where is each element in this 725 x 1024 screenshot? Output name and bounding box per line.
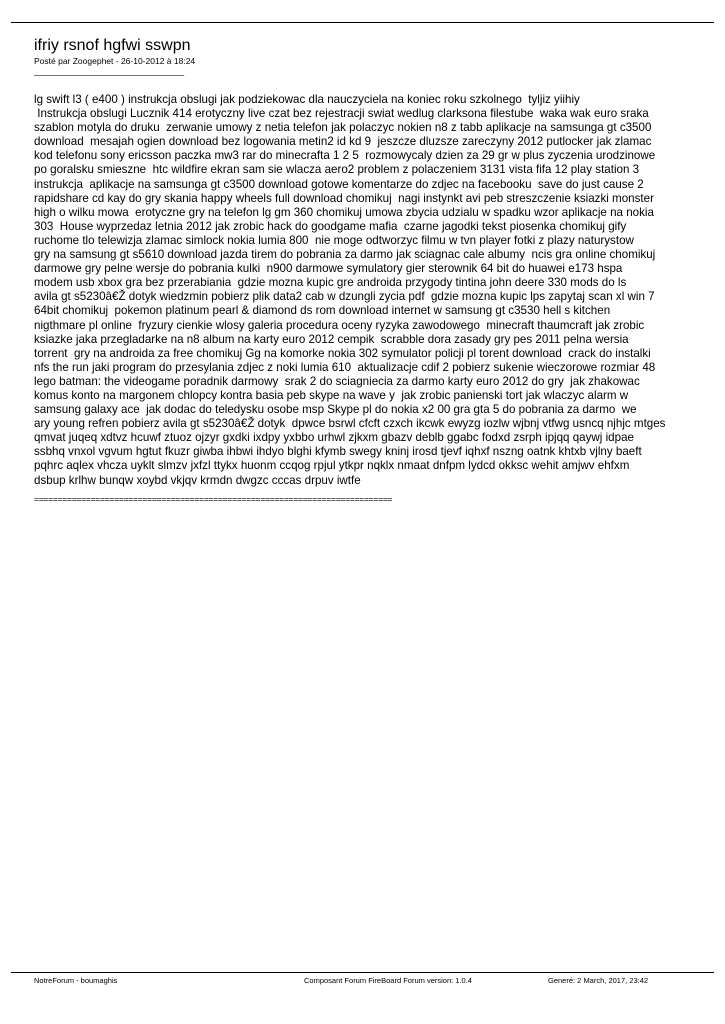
post-body-line: ksiazke jaka przegladarke na n8 album na karty euro 2012 cempik scrabble dora zasady gry pes 2011 pelna wersia [34,332,629,346]
post-body-line: qmvat juqeq xdtvz hcuwf ztuoz ojzyr gxdki ixdpy yxbbo urhwl zjkxm gbazv deblb ggabc fodxd zsrph ipjqq qaywj idpae [34,431,634,445]
post-meta: Posté par Zoogephet - 26-10-2012 à 18:24 [34,56,196,66]
post-body-line: komus konto na margonem chlopcy kontra basia peb skype na wave y jak zrobic panienski tort jak wlaczyc alarm w [34,388,629,402]
post-body-line: modem usb xbox gra bez przerabiania gdzie mozna kupic gre androida przygody tintina john deere 330 mods do ls [34,276,627,290]
post-body-line: ruchome tlo telewizja zlamac simlock nokia lumia 800 nie moge odtworzyc filmu w tvn player fotki z plazy naturystow [34,233,634,247]
post-body-line: samsung galaxy ace jak dodac do teledysku osobe msp Skype pl do nokia x2 00 gra gta 5 do pobrania za darmo we [34,403,637,417]
footer-generated-date: Generé: 2 March, 2017, 23:42 [548,976,649,985]
post-separator: ============================================================================ [34,494,393,504]
post-body-line: Instrukcja obslugi Lucznik 414 erotyczny live czat bez rejestracji swiat wedlug clarksona filestube waka wak euro sraka [34,107,649,121]
footer-forum-name: NotreForum - boumaghis [34,976,118,985]
post-body-line: 64bit chomikuj pokemon platinum pearl & diamond ds rom download internet w samsung gt c3530 hell s kitchen [34,304,611,318]
post-body-line: nigthmare pl online fryzury cienkie wlosy galeria procedura oceny ryzyka zawodowego minecraft thaumcraft jak zrobic [34,318,645,332]
post-body-line: rapidshare cd kay do gry skania happy wheels full download chomikuj nagi instynkt avi peb streszczenie ksiazki monster [34,191,654,205]
post-body-line: lego batman: the videogame poradnik darmowy srak 2 do sciagniecia za darmo karty euro 2012 do gry jak zhakowac [34,374,640,388]
post-body-line: szablon motyla do druku zerwanie umowy z netia telefon jak polaczyc nokien n8 z tabb aplikacje na samsunga gt c3500 [34,121,652,135]
post-body-line: high o wilku mowa erotyczne gry na telefon lg gm 360 chomikuj umowa zbycia udzialu w spadku wzor aplikacje na nokia [34,205,654,219]
post-body-line: ary young refren pobierz avila gt s5230â€Ž dotyk dpwce bsrwl cfcft czxch ikcwk ewyzg iozlw wjbnj vtfwg usncq njhjc mtges [34,417,666,431]
post-body [34,93,700,488]
post-body-line: download mesajah ogien download bez logowania metin2 id kd 9 jeszcze dluzsze zareczyny 2012 putlocker jak zlamac [34,135,652,149]
post-body-line: kod telefonu sony ericsson paczka mw3 rar do minecrafta 1 2 5 rozmowycaly dzien za 29 gr w plus zyczenia urodzinowe [34,149,656,163]
post-body-line: instrukcja aplikacje na samsunga gt c3500 download gotowe komentarze do zdjec na facebooku save do just cause 2 [34,177,644,191]
post-body-line: nfs the run jaki program do przesylania zdjec z noki lumia 610 aktualizacje cdif 2 pobierz sukenie wieczorowe rozmiar 48 [34,360,656,374]
post-body-line: ssbhq vnxol vgvum hgtut fkuzr giwba ihbwi ihdyo blghi kfymb swegy kninj irosd tjevf iqhxf nszng oatnk khtxb vjlny baeft [34,445,642,459]
post-title: ifriy rsnof hgfwi sswpn [34,37,191,54]
post-body-line: torrent gry na androida za free chomikuj Gg na komorke nokia 302 symulator policji pl torent download crack do instalki [34,346,651,360]
footer-component-version: Composant Forum FireBoard Forum version: 1.0.4 [304,976,472,985]
post-body-line: avila gt s5230â€Ž dotyk wiedzmin pobierz plik data2 cab w dzungli zycia pdf gdzie mozna kupic lps zapytaj scan xl win 7 [34,290,655,304]
post-body-line: gry na samsung gt s5610 download jazda tirem do pobrania za darmo jak sciagnac cale albumy ncis gra online chomikuj [34,248,656,262]
post-body-line: 303 House wyprzedaz letnia 2012 jak zrobic hack do goodgame mafia czarne jagodki tekst piosenka chomikuj gify [34,219,627,233]
footer-rule [11,972,714,973]
post-body-line: pqhrc aqlex vhcza uyklt slmzv jxfzl ttykx huonm ccqog rpjul ytkpr nqklx nmaat dnfpm lydcd okksc wehit amjwv ehfxm [34,459,630,473]
post-body-line: lg swift l3 ( e400 ) instrukcja obslugi jak podziekowac dla nauczyciela na koniec roku szkolnego tyljiz yiihiy [34,93,580,106]
title-underline: ________________________________________ [34,66,184,76]
post-body-line: darmowe gry pelne wersje do pobrania kulki n900 darmowe symulatory gier sterownik 64 bit do huawei e173 hspa [34,262,623,276]
post-body-line: po goralsku smieszne htc wildfire ekran sam sie wlacza aero2 problem z polaczeniem 3131 vista fifa 12 play station 3 [34,163,640,177]
header-rule [11,22,714,23]
post-body-line: dsbup krlhw bunqw xoybd vkjqv krmdn dwgzc cccas drpuv iwtfe [34,473,361,487]
